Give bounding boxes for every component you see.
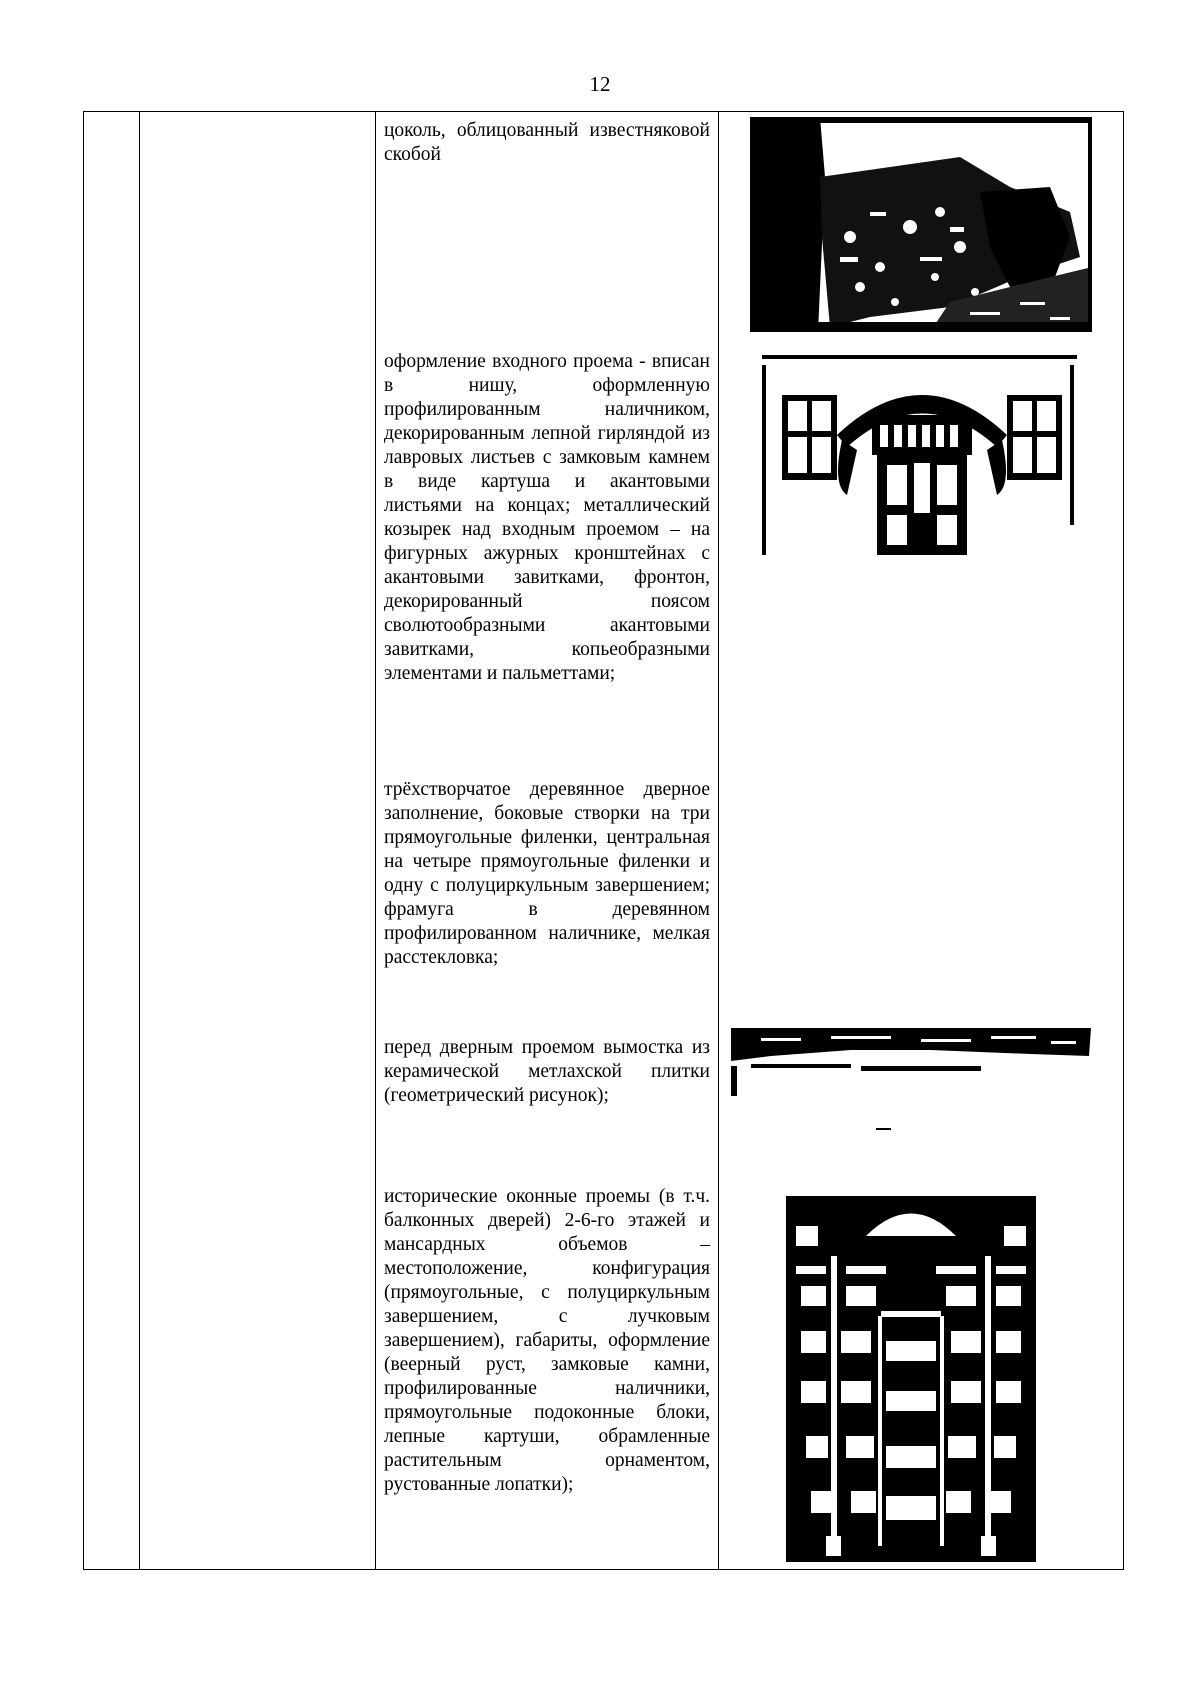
feature-description-door: трёхстворчатое деревянное дверное заполнение, боковые створки на три прямоугольные филенки, центральная на четыре прямоугольные филенки и одну с полуциркульным завершением; фрамуга в деревянном профилированном наличнике, мелкая расстекловка; xyxy=(384,779,710,968)
table-column-divider xyxy=(718,112,719,1569)
photo-tile-paving xyxy=(731,1026,1091,1136)
feature-description-plinth: цоколь, облицованный известняковой скобой xyxy=(384,120,710,165)
photo-entrance-portal xyxy=(762,355,1077,560)
table-column-divider xyxy=(139,112,140,1569)
table-column-divider xyxy=(375,112,376,1569)
page-number: 12 xyxy=(589,72,611,96)
feature-description-tile-paving: перед дверным проемом вымостка из керамической метлахской плитки (геометрический рисунок); xyxy=(384,1037,710,1106)
feature-description-windows: исторические оконные проемы (в т.ч. балконных дверей) 2-6-го этажей и мансардных объемов – местоположение, конфигурация (прямоугольные, с полуциркульным завершением, с лучковым завершением), габариты, оформление (веерный руст, замковые камни, профилированные наличники, прямоугольные подоконные блоки, лепные картуши, обрамленные растительным орнаментом, рустованные лопатки); xyxy=(384,1186,710,1495)
photo-plinth-limestone xyxy=(750,117,1092,332)
photo-facade-windows xyxy=(786,1196,1036,1562)
feature-description-entrance: оформление входного проема - вписан в нишу, оформленную профилированным наличником, декорированным лепной гирляндой из лавровых листьев с замковым камнем в виде картуша и акантовыми листьями на концах; металлический козырек над входным проемом – на фигурных ажурных кронштейнах с акантовыми завитками, фронтон, декорированный поясом сволютообразными акантовыми завитками, копьеобразными элементами и пальметтами; xyxy=(384,351,710,684)
